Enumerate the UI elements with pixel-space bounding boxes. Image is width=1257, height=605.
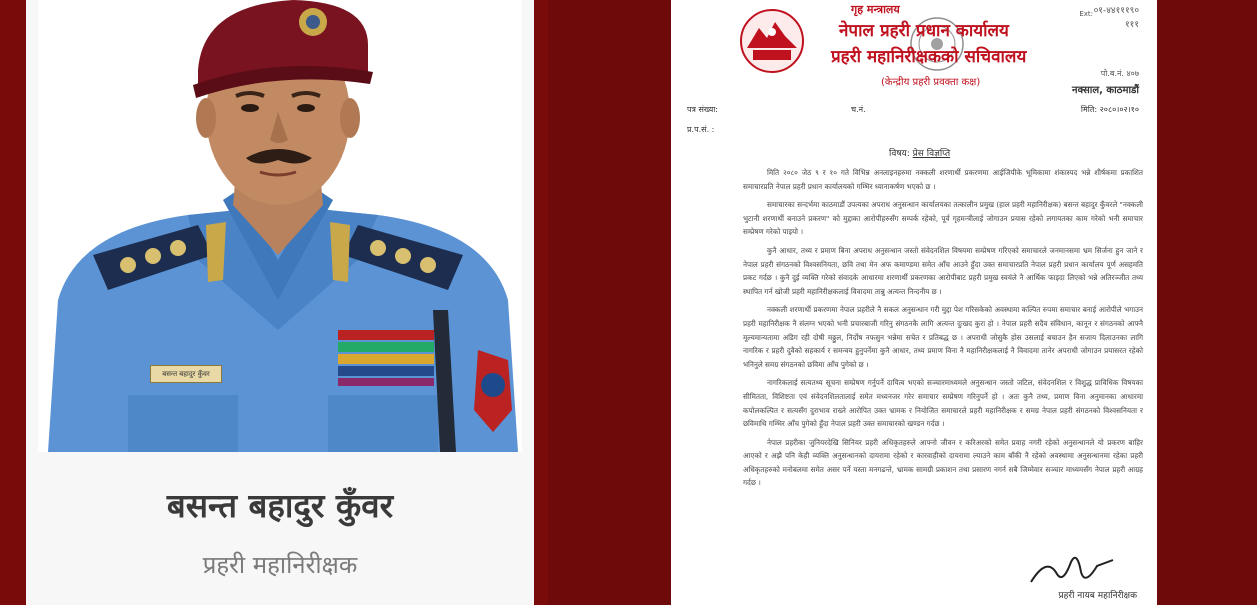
phone-number-ext: १११ — [1124, 20, 1139, 30]
phone-block — [1094, 4, 1139, 32]
left-panel — [0, 0, 548, 605]
letter-number-label: पत्र संख्या: — [687, 105, 718, 114]
subject-line — [889, 146, 950, 159]
nepal-police-emblem-icon — [739, 8, 805, 74]
phone-ext-label: Ext: — [1079, 10, 1093, 18]
ministry-name: गृह मन्त्रालय — [851, 3, 900, 16]
office-title-line1: नेपाल प्रहरी प्रधान कार्यालय — [839, 21, 1009, 41]
subject-label: विषय: — [889, 149, 910, 159]
body-paragraph: मिति २०८० जेठ ९ र १० गते विभिन्न अनलाइनहरुमा नक्कली शरणार्थी प्रकरणमा आईजिपीके भूमिकामा शंकास्पद भन्ने शीर्षकमा प्रकाशित समाचारप्रति नेपाल प्रहरी प्रधान कार्यालयको गम्भिर ध्यानाकर्षण भएको छ । — [743, 168, 1143, 191]
press-release-document — [671, 0, 1157, 605]
reference-label: प्र.प.सं. : — [687, 125, 715, 134]
body-paragraph: नागरिकलाई सत्यतथ्य सूचना सम्प्रेषण गर्नुपर्ने दायित्व भएको सञ्चारमाध्यमले अनुसन्धान जस्तो जटिल, संवेदनशिल र विशुद्ध प्राविधिक विषयका सीमितता, विशिष्टता एवं संवेदनशिलतालाई समेत मध्यनजर गरेर समाचार सम्प्रेषण गरिनुपर्ने हो । अतः कुनै तथ्य, प्रमाण विना अनुमानका आधारमा कपोलकल्पित र सत्यसँग दुराभाव राख्ने आरोपित उक्त भ्रामक र नियोजित समाचारले प्रहरी महानिरीक्षक र समग्र नेपाल प्रहरी संगठनको विश्वसनियता र छविमाथि गम्भिर आँच पुगेको हुँदा नेपाल प्रहरी उक्त समाचारको खण्डन गर्दछ । — [743, 378, 1143, 429]
body-paragraph: नेपाल प्रहरीका जुनियरदेखि सिनियर प्रहरी अधिकृतहरुले आफ्नो जीवन र करिअरको समेत प्रवाह नगरी रहेको अनुसन्धानले यो प्रकरण बाहिर आएको र अझै पनि केही व्यक्ति अनुसन्धानको दायरामा रहेको र कारवाहीको दायरामा ल्याउने काम बाँकी नै रहेको अवस्थामा अनुसन्धानमा रहेका प्रहरी अधिकृतहरुको मनोबलमा समेत असर पर्ने यस्ता मनगढन्ते, भ्रामक सामग्री प्रकाशन तथा प्रसारण नगर्न सबै जिम्मेवार सञ्चार माध्यमसँग नेपाल प्रहरी आग्रह गर्दछ । — [743, 437, 1143, 488]
po-box: पो.ब.नं. ४०७ — [1100, 69, 1139, 78]
letter-body — [743, 166, 1143, 495]
portrait-illustration — [38, 0, 522, 452]
name-tag: बसन्त बहादुर कुँवर — [150, 365, 222, 383]
office-address: नक्साल, काठमाडौं — [1072, 85, 1139, 96]
signature-scribble-icon — [1027, 552, 1117, 588]
officer-name: बसन्त बहादुर कुँवर — [166, 486, 394, 525]
body-paragraph: समाचारका सन्दर्भमा काठमाडौं उपत्यका अपराध अनुसन्धान कार्यालयका तत्कालीन प्रमुख (हाल प्रहरी महानिरीक्षक) बसन्त बहादुर कुँवरले "नक्कली भुटानी शरणार्थी बनाउने प्रकरण" को मुद्दाका आरोपीहरुसँग सम्पर्क रहेको, पूर्व गृहमन्त्रीलाई जोगाउन प्रयास रहेको लगायतका काम गरेको भनी समाचार सम्प्रेषण गरेको पाइयो । — [743, 200, 1143, 237]
phone-number: ०१-४४१११९० — [1093, 6, 1139, 16]
right-panel — [548, 0, 1257, 605]
letter-date: मिति: २०८०।०२।१० — [1080, 105, 1139, 114]
office-title-line2: प्रहरी महानिरीक्षकको सचिवालय — [831, 47, 1027, 67]
body-paragraph: कुनै आधार, तथ्य र प्रमाण बिना अपराध अनुसन्धान जस्तो संवेदनशिल विषयमा सम्प्रेषण गरिएको समाचारले जनमानसमा भ्रम सिर्जना हुन जाने र नेपाल प्रहरी संगठनको विश्वसनियता, छवि तथा मेन अफ कमाण्डमा समेत आँच आउने हुँदा उक्त समाचारप्रति नेपाल प्रहरी प्रधान कार्यालय पूर्ण असहमति प्रकट गर्दछ । कुनै दुई व्यक्ति गरेको संवादके आधारमा शरणार्थी प्रकरणका आरोपीबाट प्रहरी प्रमुख स्वयंले नै आर्थिक फाइदा लिएको भन्ने अतिरञ्जीत तथ्य स्थापित गर्न खोजी प्रहरी महानिरीक्षकलाई विवादमा तान्नु अत्यन्त निन्दनीय छ । — [743, 245, 1143, 296]
signatory-title: प्रहरी नायब महानिरीक्षक — [1058, 591, 1137, 601]
profile-card — [26, 0, 534, 605]
subject-text: प्रेस विज्ञप्ति — [912, 149, 951, 159]
officer-portrait — [38, 0, 522, 452]
body-paragraph: नक्कली शरणार्थी प्रकरणमा नेपाल प्रहरीले नै सकल अनुसन्धान गरी मुद्दा पेश गरिसकेको अवस्थामा कल्पित रुपमा समाचार बनाई आरोपीले भगाउन प्रहरी महानिरीक्षक नै संलग्न भएको भनी प्रचारबाजी गरिनु संगठनकै लागि अत्यन्त दुःखद कुरा हो । नेपाल प्रहरी सदैव संविधान, कानून र संगठनको आफ्नै मूल्यमान्यतामा अडिग रही दोषी मठ्ठुल, निर्दोष नफसुन भन्नेमा सचेत र प्रतिबद्ध छ । अपराधी जोसुकै होस उसलाई बचाउन हैन सजाय दिलाउनका लागि नागरिक र प्रहरी दुवैको सहकार्य र समन्वय हुनुपर्नेमा कुनै आधार, तथ्य प्रमाण विना नै महानिरीक्षकलाई नै विवादमा तानेर अपराधी जोगाउन प्रयासरत रहेको भनिनुले समग्र संगठनको छविमा आँच पुगेको छ । — [743, 305, 1143, 369]
officer-rank: प्रहरी महानिरीक्षक — [202, 551, 358, 579]
dispatch-number-label: च.नं. — [851, 105, 866, 114]
office-title-line3: (केन्द्रीय प्रहरी प्रवक्ता कक्ष) — [881, 77, 981, 88]
